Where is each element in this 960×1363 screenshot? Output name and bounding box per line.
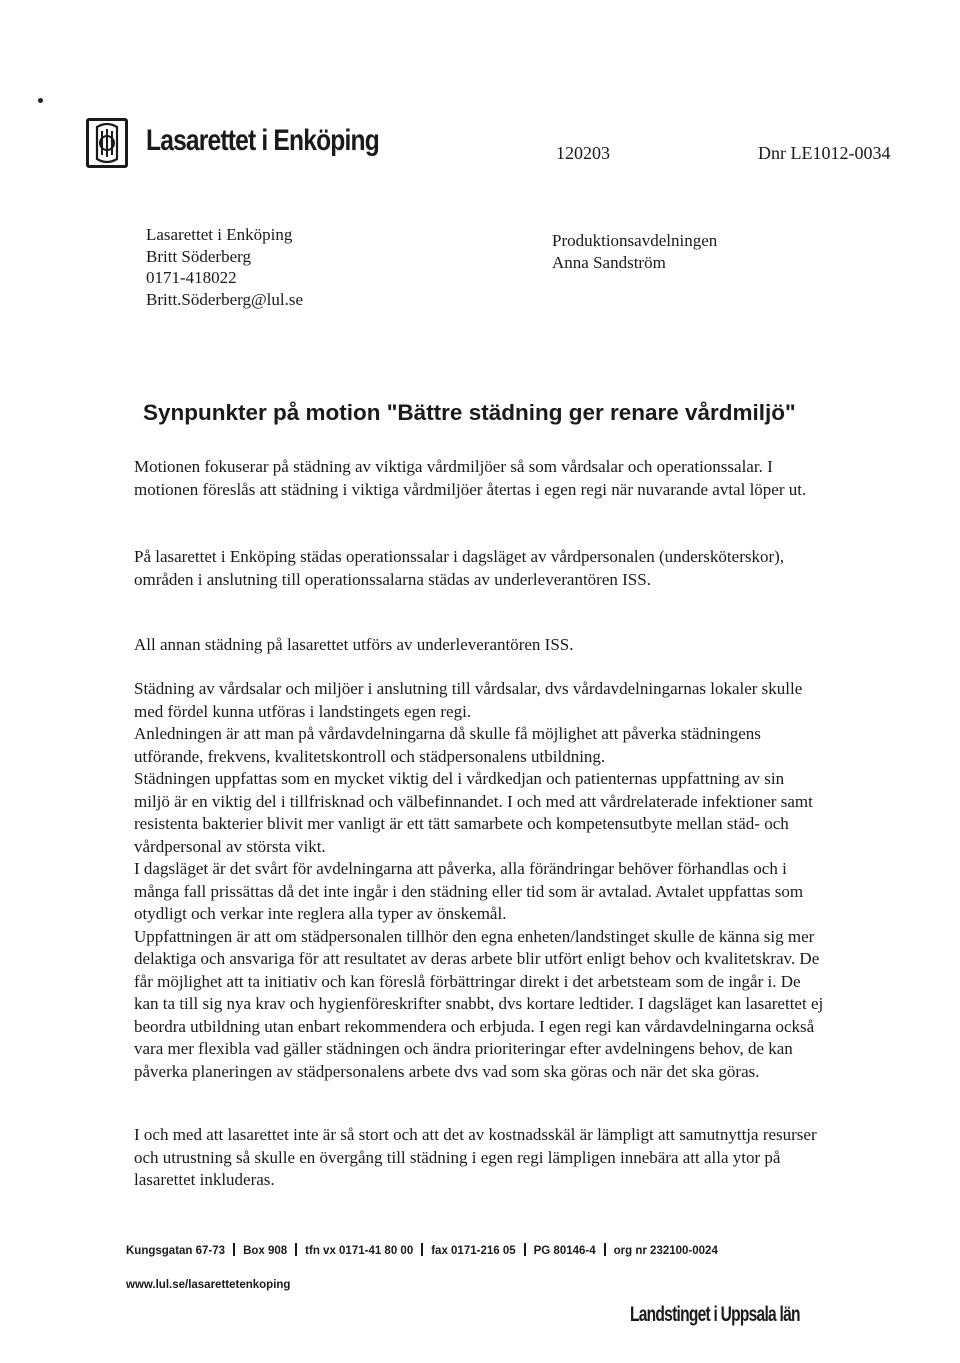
sender-block (146, 224, 303, 310)
body-paragraph (134, 546, 824, 591)
scan-speck (38, 98, 43, 103)
footer-separator (524, 1243, 526, 1256)
paragraph-text: Motionen fokuserar på städning av viktiga vårdmiljöer så som vårdsalar och operationssalar. I motionen föreslås att städning i viktiga vårdmiljöer återtas i egen regi när nuvarande avtal löper ut. (134, 457, 807, 499)
county-council-logo: Landstinget i Uppsala län (630, 1303, 800, 1326)
footer-separator (604, 1243, 606, 1256)
paragraph-text: På lasarettet i Enköping städas operationssalar i dagsläget av vårdpersonalen (undersköterskor), områden i anslutning till operationssalarna städas av underleverantören ISS. (134, 547, 785, 589)
sender-email: Britt.Söderberg@lul.se (146, 289, 303, 309)
footer-box: Box 908 (243, 1245, 288, 1257)
body-section (134, 678, 824, 1083)
paragraph-text: I dagsläget är det svårt för avdelningarna att påverka, alla förändringar behöver förhandlas och i många fall prissättas då det inte ingår i den städning eller tid som är avtalad. Avtalet uppfattas som otydligt och verkar inte reglera alla typer av önskemål. (134, 859, 804, 923)
recipient-name: Anna Sandström (552, 252, 666, 272)
paragraph-text: Städning av vårdsalar och miljöer i anslutning till vårdsalar, dvs vårdavdelningarnas lokaler skulle med fördel kunna utföras i landstingets egen regi. (134, 679, 803, 721)
paragraph-text: All annan städning på lasarettet utförs av underleverantören ISS. (134, 635, 574, 654)
footer-address: Kungsgatan 67-73 (126, 1245, 226, 1257)
footer-website: www.lul.se/lasarettetenkoping (126, 1279, 291, 1291)
sender-phone: 0171-418022 (146, 268, 237, 287)
recipient-department: Produktionsavdelningen (552, 231, 718, 250)
footer-org-nr: org nr 232100-0024 (613, 1245, 718, 1257)
document-title: Synpunkter på motion "Bättre städning ger renare vårdmiljö" (143, 400, 796, 425)
body-paragraph (134, 634, 824, 657)
recipient-block (552, 230, 717, 273)
paragraph-text: Städningen uppfattas som en mycket viktig del i vårdkedjan och patienternas uppfattning av sin miljö är en viktig del i tillfrisknad och välbefinnandet. I och med att vårdrelaterade infektioner samt resistenta bakterier blivit mer vanligt är ett tätt samarbete och kompetensutbyte mellan städ- och vårdpersonal av största vikt. (134, 769, 813, 856)
paragraph-text: Anledningen är att man på vårdavdelningarna då skulle få möjlighet att påverka städningens utförande, frekvens, kvalitetskontroll och städpersonalens utbildning. (134, 724, 761, 766)
footer-contact-line (126, 1243, 718, 1257)
footer-separator (295, 1243, 297, 1256)
body-paragraph (134, 456, 824, 501)
footer-pg: PG 80146-4 (533, 1245, 596, 1257)
sender-name: Britt Söderberg (146, 246, 251, 266)
organization-name: Lasarettet i Enköping (146, 124, 379, 157)
sender-org: Lasarettet i Enköping (146, 225, 293, 244)
paragraph-text: Uppfattningen är att om städpersonalen tillhör den egna enheten/landstinget skulle de känna sig mer delaktiga och ansvariga för att resultatet av deras arbete blir utfört enligt behov och kvalitetskrav. De får möjlighet att ta initiativ och kan föreslå förbättringar direkt i det arbetsteam som de ingår i. De kan ta till sig nya krav och hygienföreskrifter snabbt, dvs kortare ledtider. I dagsläget kan lasarettet ej beordra utbildning utan enbart rekommendera och erbjuda. I egen regi kan vårdavdelningarna också vara mer flexibla vad gäller städningen och ändra prioriteringar efter avdelningens behov, de kan påverka planeringen av städpersonalens arbete dvs vad som ska göras och när det ska göras. (134, 926, 824, 1081)
footer-fax: fax 0171-216 05 (431, 1245, 516, 1257)
hospital-logo-icon (86, 118, 128, 168)
document-reference: Dnr LE1012-0034 (758, 143, 891, 163)
document-date: 120203 (556, 143, 610, 163)
body-paragraph (134, 1124, 824, 1192)
footer-phone: tfn vx 0171-41 80 00 (305, 1245, 414, 1257)
paragraph-text: I och med att lasarettet inte är så stort och att det av kostnadsskäl är lämpligt att samutnyttja resurser och utrustning så skulle en övergång till städning i egen regi lämpligen innebära att alla ytor på lasarettet inkluderas. (134, 1125, 817, 1189)
footer-separator (421, 1243, 423, 1256)
footer-separator (233, 1243, 235, 1256)
